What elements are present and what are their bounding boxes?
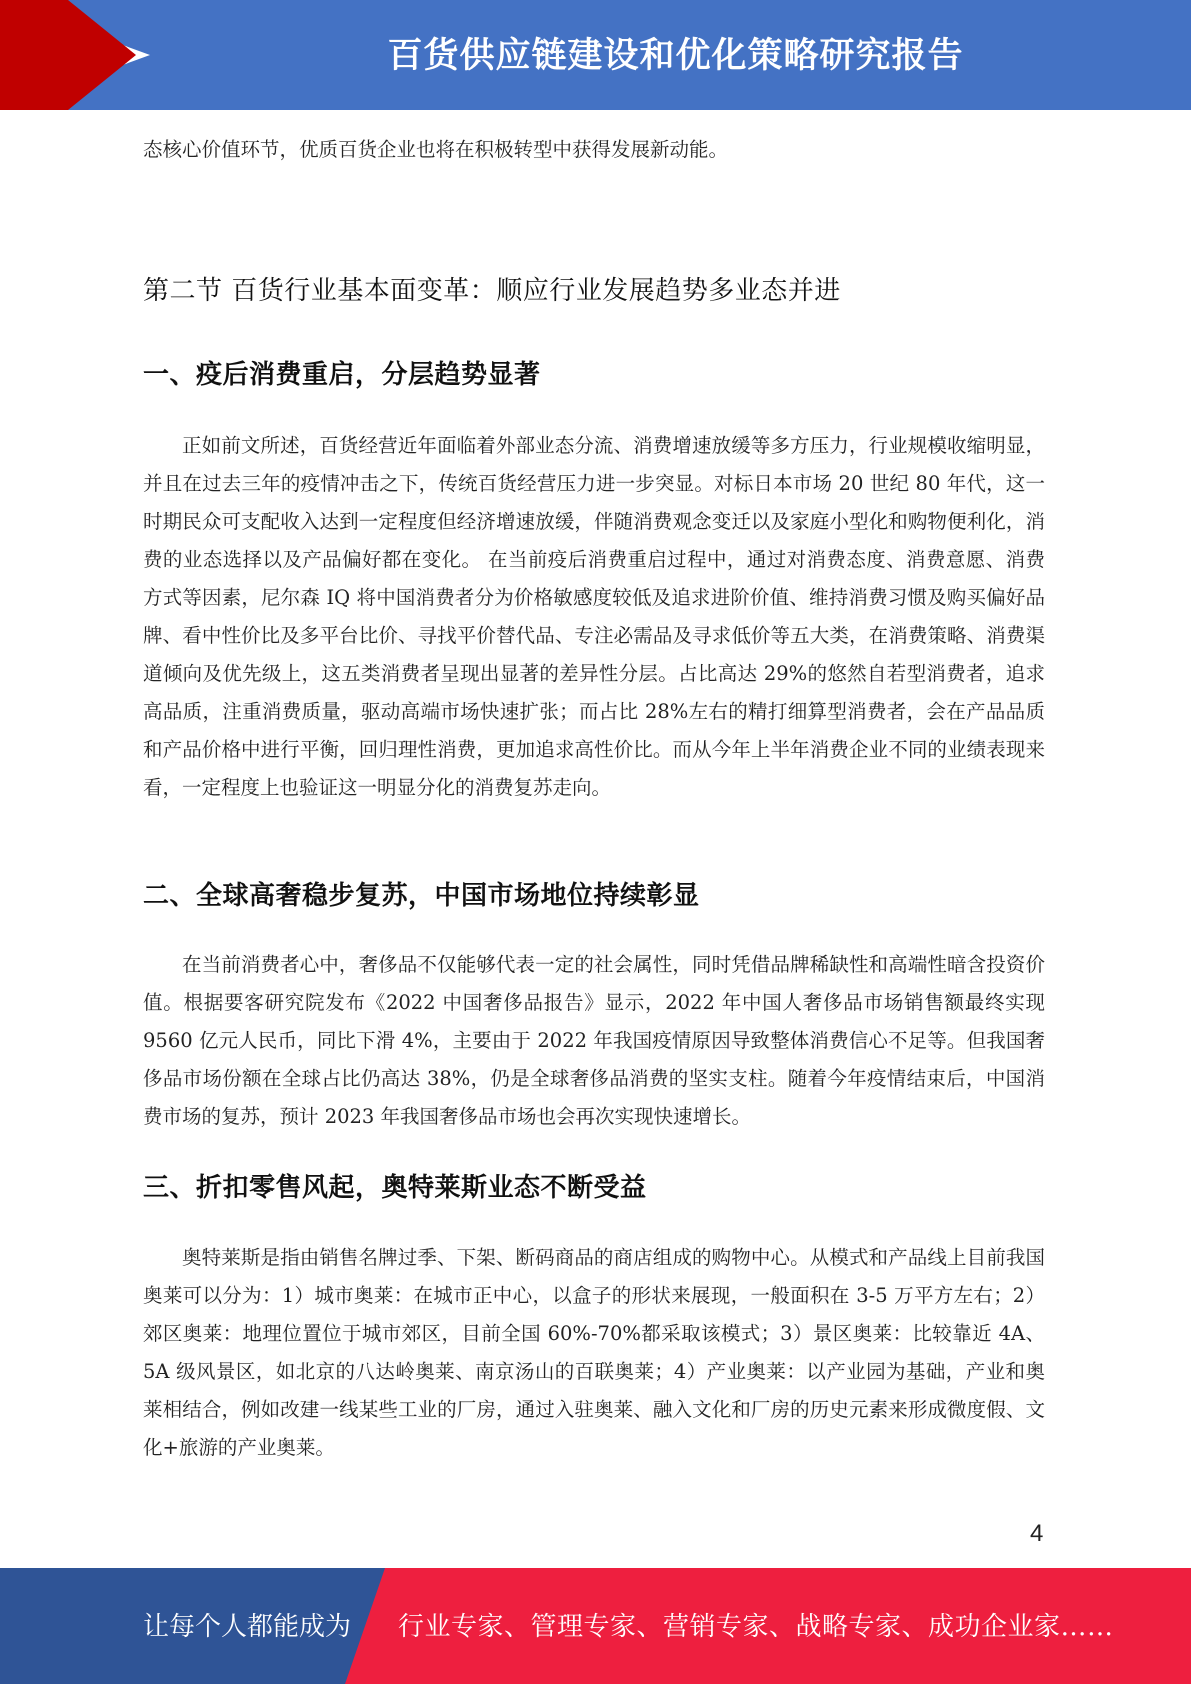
intro-line: 态核心价值环节，优质百货企业也将在积极转型中获得发展新动能。: [143, 138, 729, 161]
subsection-heading-3: 三、折扣零售风起，奥特莱斯业态不断受益: [143, 1173, 647, 1203]
subsection-body-1: [143, 427, 1045, 807]
footer-slogan-left: 让每个人都能成为: [143, 1612, 352, 1642]
intro-paragraph: [143, 131, 1045, 169]
footer-banner: [0, 1568, 1191, 1684]
subsection-body-3: [143, 1239, 1045, 1467]
page-number: 4: [1030, 1520, 1044, 1547]
subsection-heading-2: 二、全球高奢稳步复苏，中国市场地位持续彰显: [143, 881, 700, 911]
paragraph-1: 正如前文所述，百货经营近年面临着外部业态分流、消费增速放缓等多方压力，行业规模收缩明显，并且在过去三年的疫情冲击之下，传统百货经营压力进一步突显。对标日本市场 20 世纪 80 年代，这一时期民众可支配收入达到一定程度但经济增速放缓，伴随消费观念变迁以及家庭小型化和购物便利化，消费的业态选择以及产品偏好都在变化。 在当前疫后消费重启过程中，通过对消费态度、消费意愿、消费方式等因素，尼尔森 IQ 将中国消费者分为价格敏感度较低及追求进阶价值、维持消费习惯及购买偏好品牌、看中性价比及多平台比价、寻找平价替代品、专注必需品及寻求低价等五大类，在消费策略、消费渠道倾向及优先级上，这五类消费者呈现出显著的差异性分层。占比高达 29%的悠然自若型消费者，追求高品质，注重消费质量，驱动高端市场快速扩张；而占比 28%左右的精打细算型消费者，会在产品品质和产品价格中进行平衡，回归理性消费，更加追求高性价比。而从今年上半年消费企业不同的业绩表现来看，一定程度上也验证这一明显分化的消费复苏走向。: [143, 434, 1045, 799]
report-title: 百货供应链建设和优化策略研究报告: [387, 36, 964, 76]
subsection-heading-1: 一、疫后消费重启，分层趋势显著: [143, 360, 541, 390]
paragraph-3: 奥特莱斯是指由销售名牌过季、下架、断码商品的商店组成的购物中心。从模式和产品线上目前我国奥莱可以分为：1）城市奥莱：在城市正中心，以盒子的形状来展现，一般面积在 3-5 万平方左右；2）郊区奥莱：地理位置位于城市郊区，目前全国 60%-70%都采取该模式；3）景区奥莱：比较靠近 4A、5A 级风景区，如北京的八达岭奥莱、南京汤山的百联奥莱；4）产业奥莱：以产业园为基础，产业和奥莱相结合，例如改建一线某些工业的厂房，通过入驻奥莱、融入文化和厂房的历史元素来形成微度假、文化+旅游的产业奥莱。: [143, 1246, 1045, 1459]
subsection-body-2: [143, 946, 1045, 1136]
footer-slogan-right: 行业专家、管理专家、营销专家、战略专家、成功企业家……: [398, 1612, 1114, 1642]
paragraph-2: 在当前消费者心中，奢侈品不仅能够代表一定的社会属性，同时凭借品牌稀缺性和高端性暗含投资价值。根据要客研究院发布《2022 中国奢侈品报告》显示，2022 年中国人奢侈品市场销售额最终实现 9560 亿元人民币，同比下滑 4%，主要由于 2022 年我国疫情原因导致整体消费信心不足等。但我国奢侈品市场份额在全球占比仍高达 38%，仍是全球奢侈品消费的坚实支柱。随着今年疫情结束后，中国消费市场的复苏，预计 2023 年我国奢侈品市场也会再次实现快速增长。: [143, 953, 1045, 1128]
header-banner: [0, 0, 1191, 110]
section-title: 第二节 百货行业基本面变革：顺应行业发展趋势多业态并进: [143, 276, 841, 306]
